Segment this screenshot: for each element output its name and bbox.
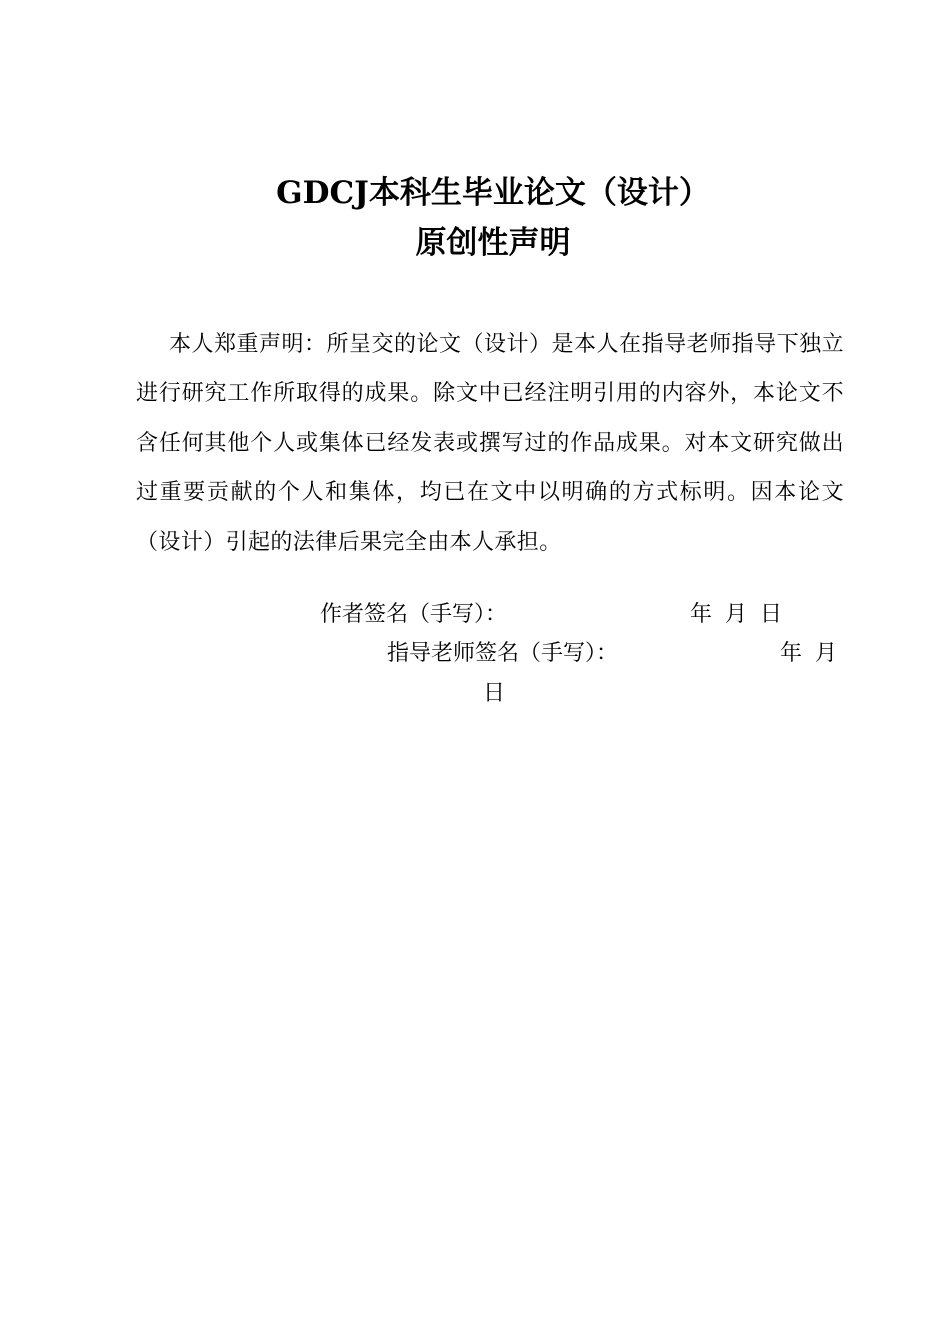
document-title xyxy=(0,168,950,268)
title-line-2: 原创性声明 xyxy=(415,225,571,261)
author-signature-date: 年 月 日 xyxy=(690,602,782,627)
originality-statement: 本人郑重声明：所呈交的论文（设计）是本人在指导老师指导下独立进行研究工作所取得的成果。除文中已经注明引用的内容外，本论文不含任何其他个人或集体已经发表或撰写过的作品成果。对本文研究做出过重要贡献的个人和集体，均已在文中以明确的方式标明。因本论文（设计）引起的法律后果完全由本人承担。 xyxy=(136,332,844,555)
author-signature-label: 作者签名（手写）： xyxy=(320,602,508,627)
advisor-signature-date: 年 月 xyxy=(780,641,837,666)
advisor-signature-label: 指导老师签名（手写）： xyxy=(387,641,619,666)
title-line-1: GDCJ本科生毕业论文（设计） xyxy=(276,175,710,211)
advisor-signature-day: 日 xyxy=(483,681,506,706)
